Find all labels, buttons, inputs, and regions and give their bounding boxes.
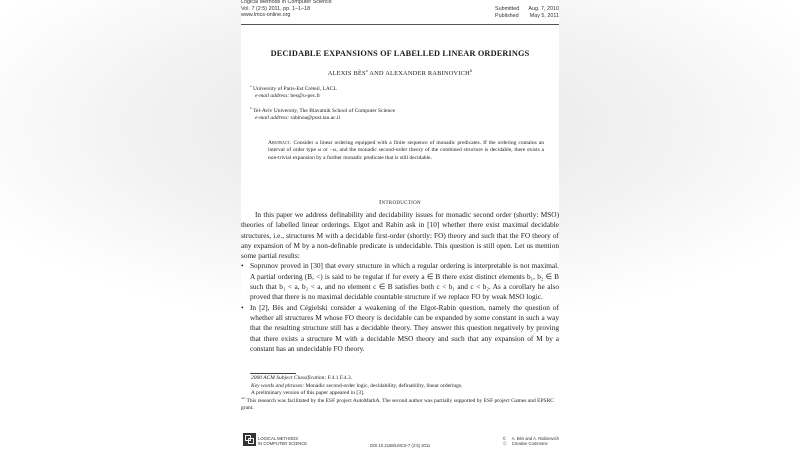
- logo-line-1: LOGICAL METHODS: [258, 436, 299, 441]
- journal-info: [241, 0, 332, 19]
- submission-dates: [495, 6, 559, 19]
- author-2-mark: b: [469, 67, 473, 73]
- abstract-label: Abstract.: [268, 140, 292, 146]
- affiliation-mark: a: [250, 84, 252, 89]
- author-1-mark: a: [365, 67, 368, 73]
- copyright-holders: A. Bès and A. Rabinovich: [511, 436, 559, 441]
- submitted-date: Aug. 7, 2010: [528, 6, 559, 12]
- journal-volume: Vol. 7 (2:5) 2011, pp. 1–1–18: [241, 5, 311, 12]
- journal-header: [241, 0, 559, 25]
- paper-page: [241, 0, 559, 450]
- intro-paragraph: In this paper we address definability and decidability issues for monadic second order (shortly: MSO) theories of labelled linear orderings. Elgot and Rabin ask in [10] whether there exist maximal decidable structures, i.e., structures M with a decidable first-order (shortly: FO) theory and such that the FO theory of any expansion of M by a non-definable predicate is undecidable. This question is still open. Let us mention some partial results:: [241, 210, 559, 261]
- doi[interactable]: DOI:10.2168/LMCS-7 (2:5) 2011: [370, 443, 431, 448]
- author-conjunction: AND: [367, 70, 386, 77]
- page-footer: [241, 433, 559, 450]
- footnote-divider: [250, 373, 296, 374]
- keywords-label: Key words and phrases:: [251, 382, 305, 389]
- email-label: e-mail address:: [255, 93, 290, 100]
- logo-line-2: IN COMPUTER SCIENCE: [258, 440, 308, 446]
- published-label: Published: [495, 12, 519, 19]
- funding-mark: a,b: [241, 395, 246, 400]
- list-item: [241, 261, 559, 302]
- list-item-text: Soprunov proved in [30] that every structure in which a regular ordering is interpretable is not maximal. A partial ordering (B, <) is said to be regular if for every a ∈ B there exist distinct elements b₁, b₂ ∈ B such that b₁ < a, b₂ < a, and no element c ∈ B satisfies both c < b₁ and c < b₂. As a corollary he also proved that there is no maximal decidable countable structure if we replace FO by weak MSO logic.: [250, 261, 559, 302]
- affiliation-mark: b: [250, 106, 252, 111]
- lmcs-logo-icon: [243, 433, 256, 446]
- body-text: [241, 210, 559, 354]
- preliminary-note: A preliminary version of this paper appeared in [3].: [251, 390, 365, 397]
- logo-text: [258, 437, 307, 446]
- footnotes: [241, 375, 559, 413]
- bullet-icon: •: [241, 302, 244, 312]
- journal-website[interactable]: www.lmcs-online.org: [241, 12, 291, 19]
- author-2: ALEXANDER RABINOVICH: [385, 70, 470, 77]
- acm-value: F.4.1 F.4.3.: [327, 375, 353, 381]
- abstract-text: Consider a linear ordering equipped with a finite sequence of monadic predicates. If the ordering contains an interval of order type ω or −ω, and the monadic second-order theory of the combined structure is decidable, there exists a non-trivial expansion by a further monadic predicate that is still decidable.: [268, 140, 544, 161]
- affiliation-institution: University of Paris-Est Créteil, LACL: [252, 86, 337, 92]
- affiliation-a: [250, 86, 337, 100]
- email-label: e-mail address:: [255, 115, 290, 122]
- paper-title: DECIDABLE EXPANSIONS OF LABELLED LINEAR ORDERINGS: [270, 49, 530, 58]
- section-heading: Introduction: [379, 199, 421, 206]
- copyright-block: [503, 436, 559, 447]
- affiliation-institution: Tel-Aviv University, The Blavatnik School of Computer Science: [253, 108, 396, 114]
- email-address[interactable]: bes@u-pec.fr: [290, 93, 321, 100]
- creative-commons-icon: Ⓒ: [502, 441, 507, 447]
- email-address[interactable]: rabinoa@post.tau.ac.il: [290, 115, 341, 122]
- published-date: May 5, 2011: [529, 12, 559, 19]
- author-1: ALEXIS BÈS: [327, 70, 366, 77]
- copyright-icon: ©: [502, 436, 506, 441]
- list-item-text: In [2], Bès and Cégielski consider a weakening of the Elgot-Rabin question, namely the question of whether all structures M whose FO theory is decidable can be expanded by some constant in such a way that the resulting structure still has a decidable theory. They answer this question negatively by proving that there exists a structure M with a decidable MSO theory and such that any expansion of M by a constant has an undecidable FO theory.: [250, 302, 559, 353]
- author-line: [241, 67, 559, 77]
- acm-label: 2000 ACM Subject Classification:: [251, 375, 327, 381]
- license[interactable]: Creative Commons: [511, 441, 548, 447]
- abstract: [268, 140, 544, 162]
- results-list: [241, 261, 559, 354]
- bullet-icon: •: [241, 261, 244, 271]
- submitted-label: Submitted: [495, 6, 520, 12]
- funding-note: This research was facilitated by the ESF project AutoMathA. The second author was partially supported by ESF project Games and EPSRC grant.: [241, 397, 554, 412]
- keywords-value: Monadic second-order logic, decidability, definability, linear orderings.: [305, 382, 463, 389]
- journal-name: Logical Methods in Computer Science: [241, 0, 332, 5]
- affiliation-b: [250, 108, 395, 122]
- list-item: [241, 303, 559, 354]
